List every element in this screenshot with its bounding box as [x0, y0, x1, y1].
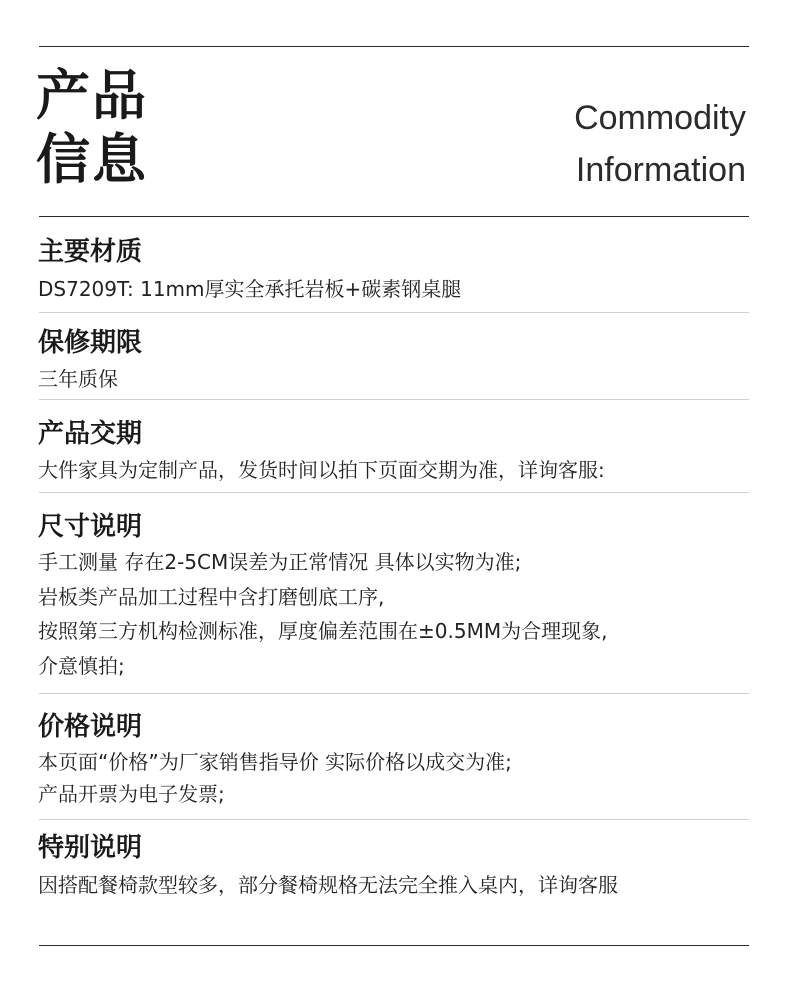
section-title: 主要材质 — [38, 237, 143, 267]
section-title: 产品交期 — [38, 419, 143, 449]
section-title: 特别说明 — [38, 833, 143, 863]
section-line: 因搭配餐椅款型较多，部分餐椅规格无法完全推入桌内，详询客服 — [38, 873, 618, 897]
section-line: 产品开票为电子发票; — [38, 782, 225, 806]
section-line: 大件家具为定制产品，发货时间以拍下页面交期为准，详询客服: — [38, 458, 605, 482]
section-divider — [39, 492, 749, 493]
page-title-cn — [36, 64, 148, 192]
title-cn-line-2: 信息 — [36, 128, 148, 191]
section-title: 保修期限 — [38, 328, 143, 358]
title-cn-line-1: 产品 — [36, 64, 148, 127]
section-title: 价格说明 — [38, 712, 143, 742]
section-special — [38, 831, 750, 905]
title-en-line-1: Commodity — [574, 99, 746, 137]
section-price — [38, 710, 750, 808]
section-warranty — [38, 326, 750, 398]
section-line: 岩板类产品加工过程中含打磨刨底工序, — [38, 585, 385, 609]
section-line: 本页面“价格”为厂家销售指导价 实际价格以成交为准; — [38, 750, 512, 774]
section-line: 手工测量 存在2-5CM误差为正常情况 具体以实物为准; — [38, 550, 522, 574]
page-title-en — [574, 92, 746, 196]
top-divider — [39, 46, 749, 47]
title-en-line-2: Information — [575, 151, 746, 189]
section-divider — [39, 399, 749, 400]
section-line: 按照第三方机构检测标准，厚度偏差范围在±0.5MM为合理现象, — [38, 619, 608, 643]
section-material — [38, 235, 750, 309]
section-divider — [39, 312, 749, 313]
section-delivery — [38, 417, 750, 489]
section-divider — [39, 819, 749, 820]
section-line: DS7209T: 11mm厚实全承托岩板+碳素钢桌腿 — [38, 277, 462, 301]
bottom-divider — [39, 945, 749, 946]
section-divider — [39, 693, 749, 694]
section-line: 介意慎拍; — [38, 654, 125, 678]
header-divider — [39, 216, 749, 217]
section-size — [38, 510, 750, 684]
section-line: 三年质保 — [38, 367, 118, 391]
section-title: 尺寸说明 — [38, 512, 143, 542]
